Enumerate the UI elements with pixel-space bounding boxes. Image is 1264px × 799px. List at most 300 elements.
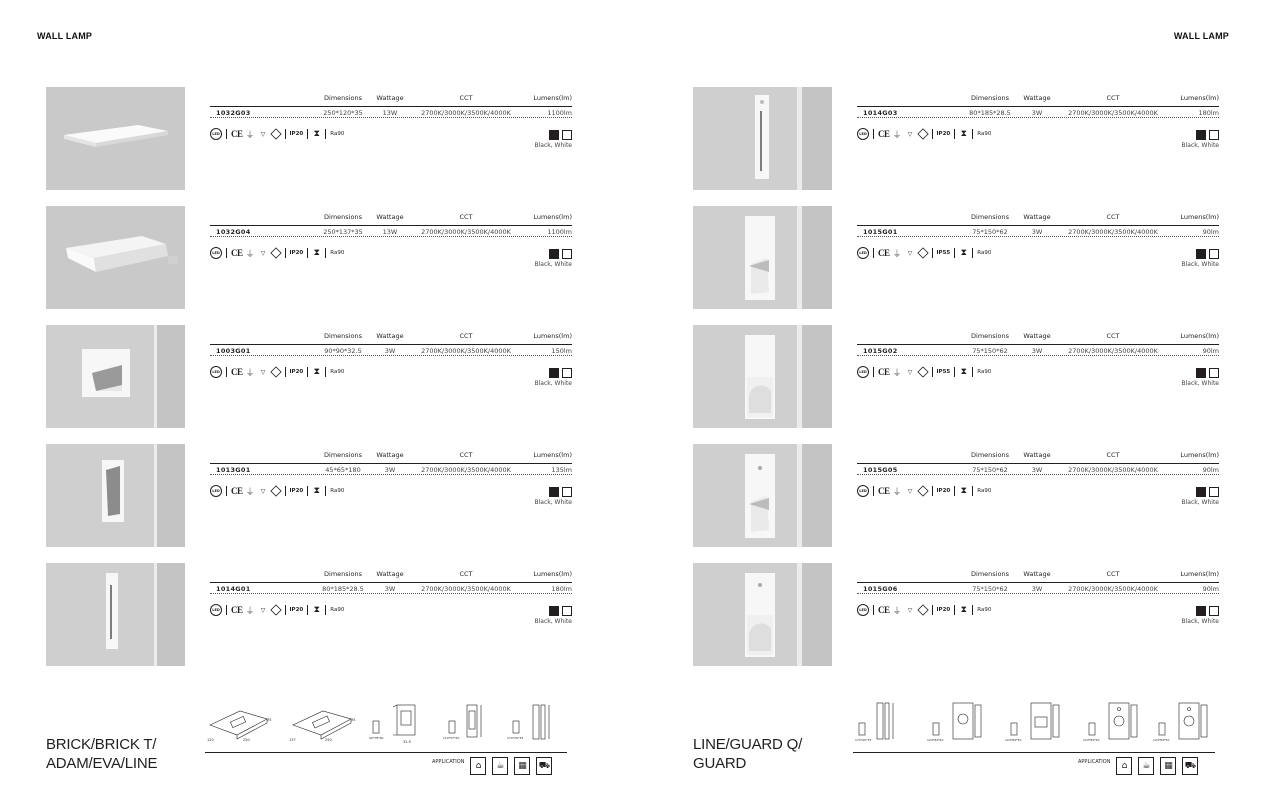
triangle-f-icon: ▽ [907,487,913,495]
spec-header [857,570,1219,580]
ra-rating: Ra90 [330,131,345,137]
dimensions-header: Dimensions [971,451,1009,459]
model-number: 1015G06 [863,585,898,593]
driver-icon: ⏚ [245,130,255,141]
lumens-header: Lumens(lm) [533,94,572,102]
lumens-header: Lumens(lm) [533,332,572,340]
class-ii-icon [270,485,281,496]
driver-icon: ⏚ [892,249,902,260]
spec-values [210,463,572,475]
class-ii-icon [917,247,928,258]
product-image [46,87,185,190]
application-label: APPLICATION [432,759,465,765]
family-title-line: LINE/GUARD Q/ [693,736,803,753]
ra-rating: Ra90 [977,607,992,613]
cct-header: CCT [1106,451,1120,459]
certification-icons [210,484,344,498]
white-swatch [562,368,572,378]
wattage-value: 3W [1031,585,1043,593]
ce-mark-icon: CE [878,129,890,139]
divider [285,367,286,377]
lumens-value: 90lm [1202,347,1219,355]
divider [954,129,955,139]
dimensions-header: Dimensions [324,213,362,221]
wattage-header: Wattage [376,332,404,340]
technical-drawing-figure [205,697,567,749]
divider [325,129,326,139]
cct-value: 2700K/3000K/3500K/4000K [1068,109,1158,117]
product-row [693,444,1219,563]
class-ii-icon [270,604,281,615]
svg-text:250: 250 [325,738,332,742]
svg-text:35: 35 [267,718,272,722]
ra-rating: Ra90 [977,488,992,494]
class-ii-icon [917,128,928,139]
ra-rating: Ra90 [330,488,345,494]
product-spec [857,213,1219,268]
svg-text:170*20*35: 170*20*35 [507,736,524,740]
wattage-value: 3W [1031,347,1043,355]
divider [873,605,874,615]
spec-values [857,106,1219,118]
ra-rating: Ra90 [977,369,992,375]
color-names: Black, White [534,380,572,387]
shop-icon: ⛟ [536,757,552,775]
ce-mark-icon: CE [878,605,890,615]
dimensions-header: Dimensions [324,570,362,578]
color-swatches [512,487,572,506]
product-row [46,444,572,563]
spec-header [210,570,572,580]
ce-mark-icon: CE [878,367,890,377]
divider [325,367,326,377]
lumens-value: 1100lm [547,228,572,236]
spec-header [210,332,572,342]
white-swatch [1209,249,1219,259]
product-column-right [693,87,1219,682]
office-icon: ▦ [1160,757,1176,775]
lumens-header: Lumens(lm) [1180,94,1219,102]
certification-icons [857,484,991,498]
black-swatch [549,249,559,259]
product-image [46,206,185,309]
color-names: Black, White [534,499,572,506]
triangle-f-icon: ▽ [907,368,913,376]
hourglass-icon: ⧗ [313,248,320,258]
cct-value: 2700K/3000K/3500K/4000K [421,466,511,474]
class-ii-icon [270,247,281,258]
divider [932,367,933,377]
model-number: 1015G05 [863,466,898,474]
svg-text:124*84*50: 124*84*50 [1005,738,1022,742]
product-photo [46,206,185,309]
white-swatch [562,606,572,616]
wattage-header: Wattage [1023,451,1051,459]
cct-value: 2700K/3000K/3500K/4000K [421,585,511,593]
certification-icons [857,246,991,260]
divider [972,129,973,139]
certification-icons [210,603,344,617]
divider [307,486,308,496]
product-spec [210,451,572,506]
cct-value: 2700K/3000K/3500K/4000K [1068,585,1158,593]
family-title-line: ADAM/EVA/LINE [46,755,158,772]
certification-icons [210,127,344,141]
model-number: 1015G02 [863,347,898,355]
ra-rating: Ra90 [977,250,992,256]
led-icon: LED [210,485,222,497]
svg-text:90*78*60: 90*78*60 [369,736,384,740]
product-spec [210,332,572,387]
hourglass-icon: ⧗ [313,486,320,496]
wattage-value: 13W [382,109,398,117]
product-row [46,87,572,206]
technical-drawings-right [853,697,1215,749]
spec-values [857,344,1219,356]
divider [325,486,326,496]
divider [873,367,874,377]
color-swatches [1159,130,1219,149]
class-ii-icon [917,604,928,615]
black-swatch [549,606,559,616]
product-row [46,563,572,682]
dimensions-value: 75*150*62 [972,228,1008,236]
product-image [46,325,185,428]
spec-values [210,344,572,356]
cct-value: 2700K/3000K/3500K/4000K [1068,228,1158,236]
product-spec [857,570,1219,625]
divider [873,486,874,496]
led-icon: LED [857,485,869,497]
ce-mark-icon: CE [878,486,890,496]
hourglass-icon: ⧗ [960,129,967,139]
triangle-f-icon: ▽ [260,249,266,257]
wattage-header: Wattage [376,213,404,221]
divider [972,248,973,258]
cct-header: CCT [1106,94,1120,102]
cct-header: CCT [459,451,473,459]
led-icon: LED [857,604,869,616]
model-number: 1014G03 [863,109,898,117]
ra-rating: Ra90 [330,607,345,613]
led-icon: LED [857,128,869,140]
divider [954,367,955,377]
divider [972,367,973,377]
product-photo [693,563,832,666]
home-icon: ⌂ [1116,757,1132,775]
product-image [693,563,832,666]
family-title-right [693,735,802,773]
color-names: Black, White [1181,380,1219,387]
product-row [693,87,1219,206]
wattage-header: Wattage [1023,570,1051,578]
color-names: Black, White [1181,618,1219,625]
page-header-right: WALL LAMP [1173,31,1229,41]
wattage-value: 3W [384,347,396,355]
family-title-left [46,735,157,773]
dimensions-value: 80*185*28.5 [322,585,364,593]
wattage-value: 3W [1031,228,1043,236]
wattage-header: Wattage [1023,94,1051,102]
triangle-f-icon: ▽ [260,130,266,138]
ip-rating: IP55 [936,250,951,256]
spec-header [857,332,1219,342]
cct-value: 2700K/3000K/3500K/4000K [421,228,511,236]
divider [954,486,955,496]
class-ii-icon [270,366,281,377]
product-row [46,325,572,444]
black-swatch [549,487,559,497]
white-swatch [562,249,572,259]
led-icon: LED [210,247,222,259]
divider [307,605,308,615]
certification-icons [857,603,991,617]
hourglass-icon: ⧗ [313,129,320,139]
color-names: Black, White [534,618,572,625]
cct-header: CCT [459,570,473,578]
wattage-header: Wattage [1023,332,1051,340]
spec-header [210,451,572,461]
color-names: Black, White [1181,499,1219,506]
color-swatches [512,368,572,387]
product-photo [693,87,832,190]
model-number: 1003G01 [216,347,251,355]
dimensions-header: Dimensions [971,332,1009,340]
product-column-left [46,87,572,682]
divider [307,248,308,258]
ra-rating: Ra90 [977,131,992,137]
dimensions-value: 80*185*28.5 [969,109,1011,117]
white-swatch [562,130,572,140]
black-swatch [1196,487,1206,497]
technical-drawings-left [205,697,567,749]
triangle-f-icon: ▽ [260,606,266,614]
application-row-right [1078,757,1198,775]
product-row [693,325,1219,444]
wattage-header: Wattage [376,570,404,578]
divider [972,605,973,615]
white-swatch [1209,487,1219,497]
triangle-f-icon: ▽ [260,368,266,376]
cct-value: 2700K/3000K/3500K/4000K [1068,466,1158,474]
driver-icon: ⏚ [892,606,902,617]
divider [285,605,286,615]
cct-value: 2700K/3000K/3500K/4000K [421,347,511,355]
drawing-baseline [205,752,567,753]
triangle-f-icon: ▽ [260,487,266,495]
divider [873,129,874,139]
cafe-icon: ☕ [1138,757,1154,775]
hourglass-icon: ⧗ [960,605,967,615]
divider [972,486,973,496]
product-image [46,563,185,666]
black-swatch [1196,130,1206,140]
divider [307,129,308,139]
lumens-header: Lumens(lm) [533,213,572,221]
svg-text:32.5: 32.5 [403,740,411,744]
class-ii-icon [270,128,281,139]
product-image [693,206,832,309]
black-swatch [549,368,559,378]
spec-values [857,463,1219,475]
cct-value: 2700K/3000K/3500K/4000K [421,109,511,117]
spec-values [210,582,572,594]
ce-mark-icon: CE [878,248,890,258]
product-photo [693,444,832,547]
cct-value: 2700K/3000K/3500K/4000K [1068,347,1158,355]
ip-rating: IP20 [936,488,951,494]
svg-text:137: 137 [289,738,296,742]
lumens-value: 1100lm [547,109,572,117]
lumens-value: 180lm [1198,109,1219,117]
ra-rating: Ra90 [330,369,345,375]
wattage-value: 13W [382,228,398,236]
color-names: Black, White [1181,142,1219,149]
dimensions-value: 250*120*35 [323,109,363,117]
divider [226,367,227,377]
ip-rating: IP20 [289,488,304,494]
product-row [693,563,1219,682]
product-image [693,444,832,547]
dimensions-header: Dimensions [324,451,362,459]
product-photo [46,325,185,428]
lumens-value: 90lm [1202,585,1219,593]
spec-header [857,94,1219,104]
dimensions-value: 45*65*180 [325,466,361,474]
family-title-line: BRICK/BRICK T/ [46,736,157,753]
divider [873,248,874,258]
triangle-f-icon: ▽ [907,249,913,257]
color-swatches [1159,368,1219,387]
family-title-line: GUARD [693,755,747,772]
dimensions-header: Dimensions [324,94,362,102]
dimensions-value: 75*150*62 [972,347,1008,355]
led-icon: LED [857,366,869,378]
product-image [693,87,832,190]
spec-header [857,451,1219,461]
color-names: Black, White [1181,261,1219,268]
wattage-header: Wattage [1023,213,1051,221]
lumens-value: 180lm [551,585,572,593]
color-swatches [1159,249,1219,268]
ip-rating: IP55 [936,369,951,375]
product-row [46,206,572,325]
dimensions-header: Dimensions [324,332,362,340]
model-number: 1032G03 [216,109,251,117]
dimensions-value: 250*137*35 [323,228,363,236]
spec-values [210,106,572,118]
product-spec [210,570,572,625]
dimensions-value: 90*90*32.5 [324,347,362,355]
cct-header: CCT [1106,570,1120,578]
led-icon: LED [210,604,222,616]
svg-text:170*20*35: 170*20*35 [855,738,872,742]
white-swatch [562,487,572,497]
ra-rating: Ra90 [330,250,345,256]
ce-mark-icon: CE [231,248,243,258]
divider [932,129,933,139]
ce-mark-icon: CE [231,605,243,615]
application-row-left [432,757,552,775]
svg-text:124*84*50: 124*84*50 [927,738,944,742]
dimensions-header: Dimensions [971,94,1009,102]
black-swatch [1196,606,1206,616]
product-photo [46,444,185,547]
home-icon: ⌂ [470,757,486,775]
hourglass-icon: ⧗ [960,367,967,377]
lumens-value: 90lm [1202,228,1219,236]
model-number: 1013G01 [216,466,251,474]
class-ii-icon [917,485,928,496]
divider [226,486,227,496]
divider [932,605,933,615]
product-image [46,444,185,547]
product-photo [693,206,832,309]
divider [954,605,955,615]
triangle-f-icon: ▽ [907,606,913,614]
divider [325,248,326,258]
divider [285,248,286,258]
ce-mark-icon: CE [231,367,243,377]
wattage-header: Wattage [376,451,404,459]
product-image [693,325,832,428]
black-swatch [1196,368,1206,378]
dimensions-header: Dimensions [971,213,1009,221]
product-spec [857,451,1219,506]
driver-icon: ⏚ [245,487,255,498]
svg-text:35: 35 [351,718,356,722]
lumens-value: 90lm [1202,466,1219,474]
model-number: 1015G01 [863,228,898,236]
color-names: Black, White [534,142,572,149]
cct-header: CCT [459,332,473,340]
color-swatches [1159,606,1219,625]
cct-header: CCT [1106,332,1120,340]
led-icon: LED [210,128,222,140]
color-swatches [512,130,572,149]
lumens-value: 135lm [551,466,572,474]
wattage-value: 3W [1031,466,1043,474]
wattage-value: 3W [384,585,396,593]
dimensions-value: 75*150*62 [972,466,1008,474]
black-swatch [1196,249,1206,259]
lumens-header: Lumens(lm) [1180,213,1219,221]
ip-rating: IP20 [936,607,951,613]
color-swatches [512,606,572,625]
white-swatch [1209,606,1219,616]
led-icon: LED [210,366,222,378]
divider [226,605,227,615]
divider [932,486,933,496]
wattage-header: Wattage [376,94,404,102]
divider [325,605,326,615]
hourglass-icon: ⧗ [313,367,320,377]
lumens-header: Lumens(lm) [1180,332,1219,340]
page-header-left: WALL LAMP [37,31,93,41]
driver-icon: ⏚ [245,606,255,617]
lumens-header: Lumens(lm) [1180,570,1219,578]
driver-icon: ⏚ [892,130,902,141]
driver-icon: ⏚ [245,368,255,379]
color-swatches [512,249,572,268]
color-swatches [1159,487,1219,506]
color-names: Black, White [534,261,572,268]
divider [285,486,286,496]
hourglass-icon: ⧗ [960,486,967,496]
spec-values [210,225,572,237]
divider [226,129,227,139]
lumens-value: 150lm [551,347,572,355]
